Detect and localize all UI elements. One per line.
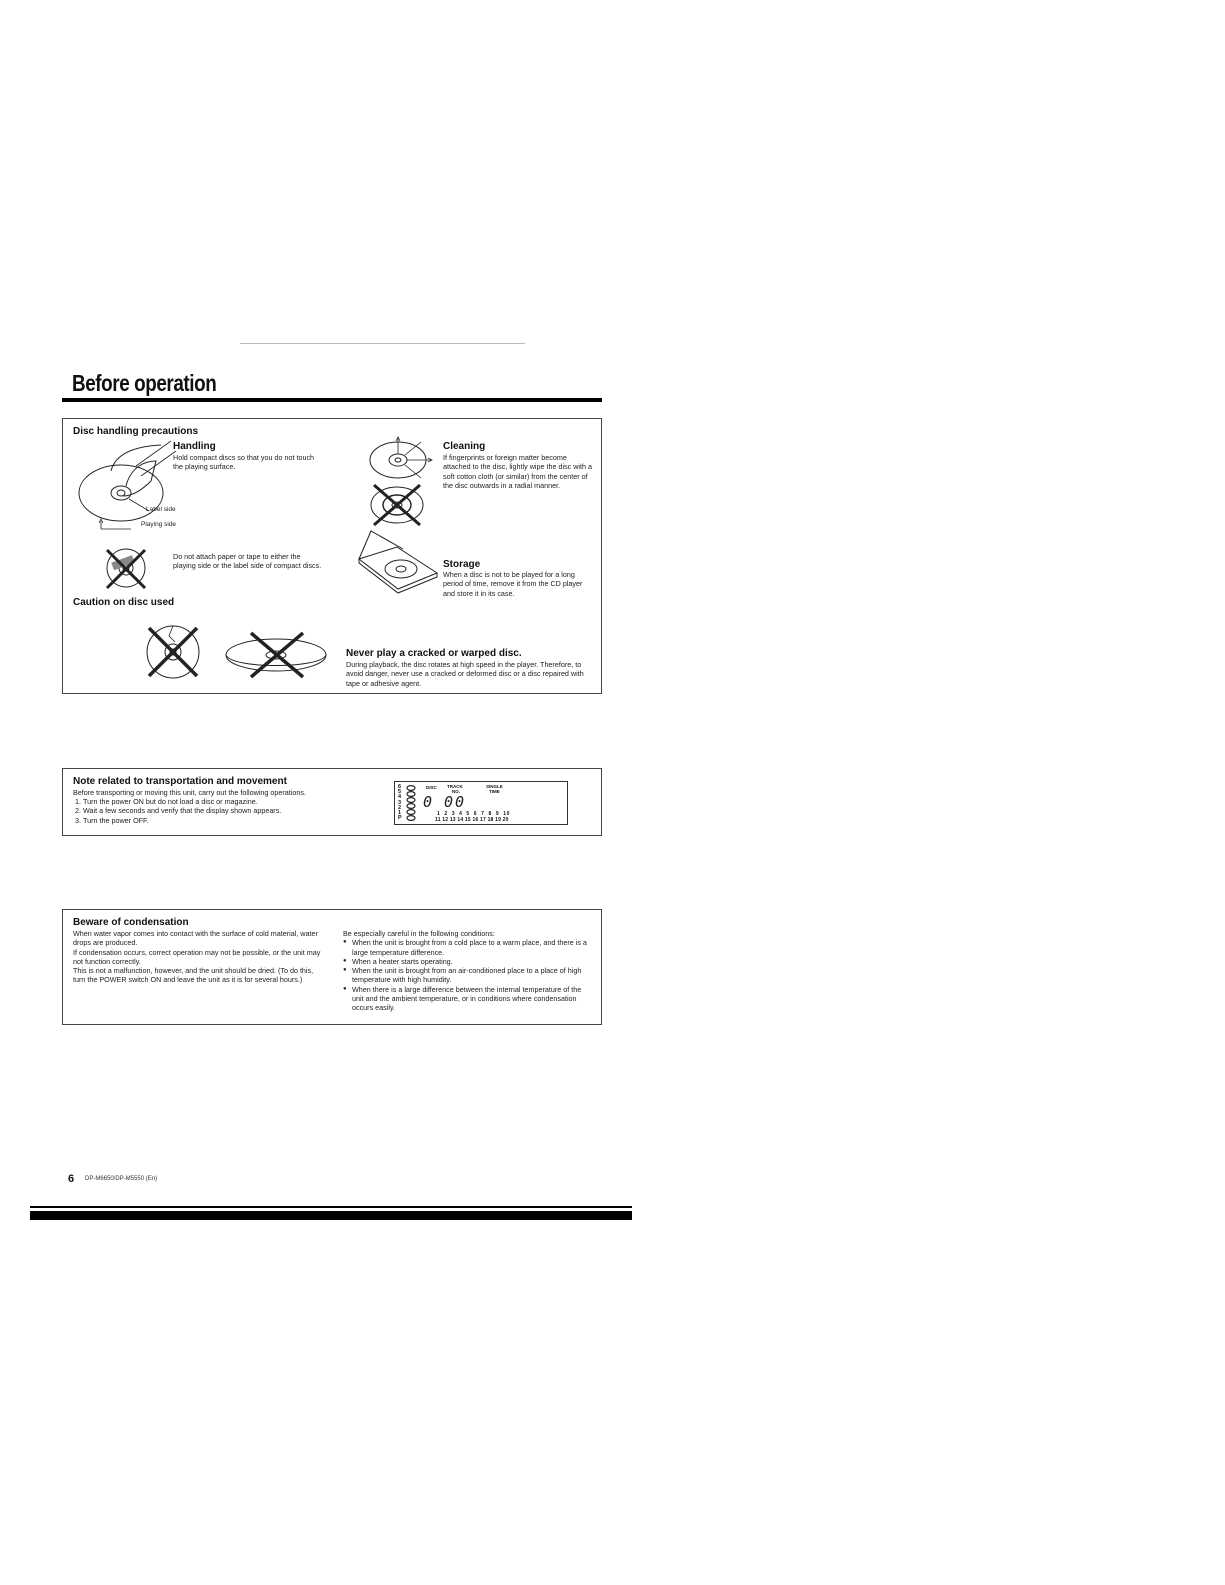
condition-item: ● When a heater starts operating.: [352, 957, 593, 966]
storage-text: When a disc is not to be played for a long period of time, remove it from the CD player and store it in its case.: [443, 570, 583, 598]
lcd-track-digits: 00: [444, 793, 467, 811]
condensation-right-intro: Be especially careful in the following conditions:: [343, 929, 495, 938]
no-paper-text: Do not attach paper or tape to either the playing side or the label side of compact discs.: [173, 552, 322, 571]
lcd-disc-label: DISC: [426, 785, 437, 790]
lcd-time-label: TIME: [489, 789, 500, 794]
condition-item: ● When there is a large difference between the internal temperature of the unit and the ambient temperature, or in conditions where condensation occurs easily.: [352, 985, 593, 1013]
wrong-cleaning-illustration: [366, 481, 428, 529]
top-rule: [240, 343, 525, 344]
playing-side-caption: Playing side: [141, 521, 177, 528]
transport-intro: Before transporting or moving this unit, carry out the following operations.: [73, 788, 306, 797]
transport-step: 1. Turn the power ON but do not load a disc or magazine.: [83, 797, 383, 806]
condensation-heading: Beware of condensation: [73, 917, 189, 928]
transport-steps: [73, 797, 383, 825]
bottom-scan-bar-thin: [30, 1206, 632, 1208]
model-number: DP-M6650/DP-M5550 (En): [85, 1176, 158, 1182]
disc-handling-heading: Disc handling precautions: [73, 426, 199, 437]
page-number: 6: [68, 1173, 75, 1185]
lcd-track-row-1: 1 2 3 4 5 6 7 8 9 10: [437, 811, 510, 817]
handling-text: Hold compact discs so that you do not touch the playing surface.: [173, 453, 315, 472]
cleaning-text: If fingerprints or foreign matter become attached to the disc, lightly wipe the disc with a soft cotton cloth (or similar) from the center of the disc outwards in a radial manner.: [443, 453, 593, 490]
lcd-track-label: TRACK: [447, 784, 463, 789]
condensation-text-1: When water vapor comes into contact with the surface of cold material, water drops are produced.: [73, 929, 318, 948]
condensation-left-column: [73, 929, 325, 985]
lcd-track-row-2: 11 12 13 14 15 16 17 18 19 20: [435, 817, 509, 823]
lcd-single-label: SINGLE: [486, 784, 503, 789]
handling-title: Handling: [173, 441, 216, 452]
transport-heading: Note related to transportation and movement: [73, 776, 287, 787]
label-side-caption: Label side: [146, 506, 176, 513]
bottom-scan-bar: [30, 1211, 632, 1220]
warped-disc-illustration: [221, 629, 331, 681]
caution-heading: Caution on disc used: [73, 597, 175, 608]
lcd-no-label: NO.: [452, 789, 461, 794]
transport-step: 2. Wait a few seconds and verify that the display shown appears.: [83, 806, 383, 815]
transport-box: [62, 768, 602, 836]
storage-title: Storage: [443, 559, 481, 570]
cracked-disc-illustration: [141, 622, 205, 682]
lcd-side-letters: 654321P: [398, 784, 402, 822]
condition-item: ● When the unit is brought from a cold place to a warm place, and there is a large temperature difference.: [352, 938, 593, 957]
lcd-display: [394, 781, 568, 825]
never-play-title: Never play a cracked or warped disc.: [346, 648, 522, 659]
condensation-right-column: [343, 929, 593, 1013]
no-paper-disc-illustration: [101, 544, 151, 592]
storage-case-illustration: [353, 529, 443, 599]
cleaning-disc-illustration: [363, 436, 433, 484]
never-play-text: During playback, the disc rotates at high speed in the player. Therefore, to avoid danger, never use a cracked or deformed disc or a disc repaired with tape or adhesive agent.: [346, 660, 584, 688]
condition-item: ● When the unit is brought from an air-conditioned place to a place of high temperature with high humidity.: [352, 966, 593, 985]
transport-step: 3. Turn the power OFF.: [83, 816, 383, 825]
condensation-conditions: [343, 938, 593, 1012]
page-title: Before operation: [72, 370, 217, 396]
lcd-disc-digit: 0: [423, 793, 433, 811]
title-rule: [62, 398, 602, 402]
condensation-text-2: If condensation occurs, correct operation may not be possible, or the unit may not function correctly.: [73, 947, 321, 966]
condensation-text-3: This is not a malfunction, however, and the unit should be dried. (To do this, turn the POWER switch ON and leave the unit as it is for several hours.): [73, 966, 314, 985]
condensation-box: [62, 909, 602, 1025]
disc-handling-box: [62, 418, 602, 694]
cleaning-title: Cleaning: [443, 441, 486, 452]
lcd-disc-indicators: [406, 785, 416, 821]
